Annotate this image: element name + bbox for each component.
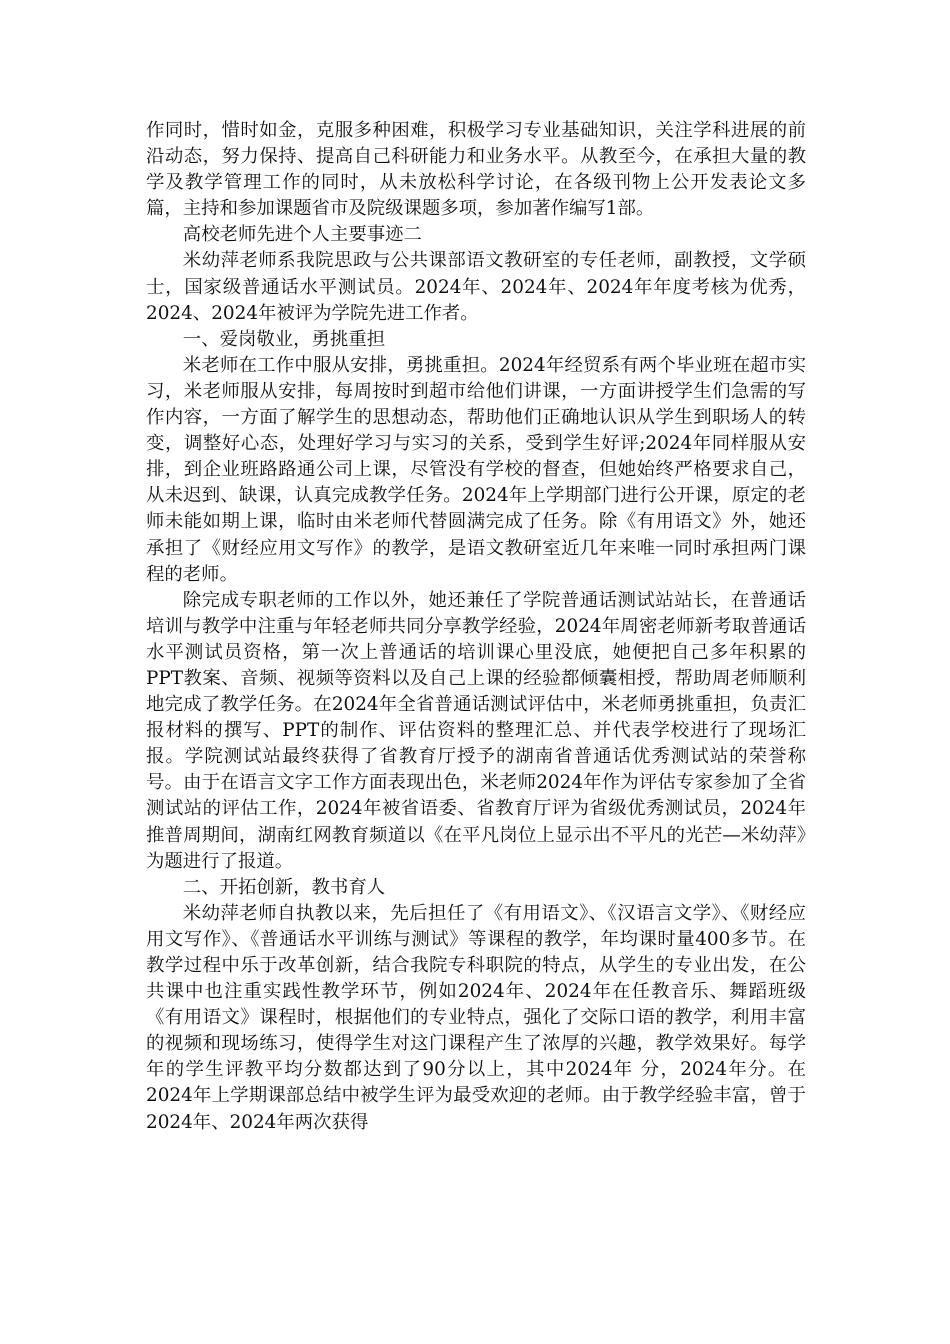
- paragraph-1: 作同时，惜时如金，克服多种困难，积极学习专业基础知识，关注学科进展的前沿动态，努力保持、提高自己科研能力和业务水平。从教至今，在承担大量的教学及教学管理工作的同时，从未放松科学讨论，在各级刊物上公开发表论文多篇，主持和参加课题省市及院级课题多项，参加著作编写1部。: [146, 120, 806, 220]
- section-heading-deeds-two: 高校老师先进个人主要事迹二: [182, 224, 422, 246]
- paragraph-intro: 米幼萍老师系我院思政与公共课部语文教研室的专任老师，副教授，文学硕士，国家级普通话水平测试员。2024年、2024年、2024年年度考核为优秀，2024、2024年被评为学院先进工作者。: [146, 250, 806, 324]
- section-heading-dedication: 一、爱岗敬业，勇挑重担: [182, 328, 386, 350]
- document-page: [146, 118, 806, 1136]
- paragraph-test-station: 除完成专职老师的工作以外，她还兼任了学院普通话测试站站长，在普通话培训与教学中注重与年轻老师共同分享教学经验，2024年周密老师新考取普通话水平测试员资格，第一次上普通话的培训课心里没底，她便把自己多年积累的PPT教案、音频、视频等资料以及自己上课的经验都倾囊相授，帮助周老师顺利地完成了教学任务。在2024年全省普通话测试评估中，米老师勇挑重担，负责汇报材料的撰写、PPT的制作、评估资料的整理汇总、并代表学校进行了现场汇报。学院测试站最终获得了省教育厅授予的湖南省普通话优秀测试站的荣誉称号。由于在语言文字工作方面表现出色，米老师2024年作为评估专家参加了全省测试站的评估工作，2024年被省语委、省教育厅评为省级优秀测试员，2024年推普周期间，湖南红网教育频道以《在平凡岗位上显示出不平凡的光芒—米幼萍》为题进行了报道。: [146, 589, 806, 872]
- section-heading-innovation: 二、开拓创新，教书育人: [182, 876, 386, 898]
- paragraph-innovation: 米幼萍老师自执教以来，先后担任了《有用语文》、《汉语言文学》、《财经应用文写作》、《普通话水平训练与测试》等课程的教学，年均课时量400多节。在教学过程中乐于改革创新，结合我院专科职院的特点，从学生的专业出发，在公共课中也注重实践性教学环节，例如2024年、2024年在任教音乐、舞蹈班级《有用语文》课程时，根据他们的专业特点，强化了交际口语的教学，利用丰富的视频和现场练习，使得学生对这门课程产生了浓厚的兴趣，教学效果好。每学年的学生评教平均分数都达到了90分以上，其中2024年 分，2024年分。在2024年上学期课部总结中被学生评为最受欢迎的老师。由于教学经验丰富，曾于2024年、2024年两次获得: [146, 902, 806, 1133]
- paragraph-dedication: 米老师在工作中服从安排，勇挑重担。2024年经贸系有两个毕业班在超市实习，米老师服从安排，每周按时到超市给他们讲课，一方面讲授学生们急需的写作内容，一方面了解学生的思想动态，帮助他们正确地认识从学生到职场人的转变，调整好心态，处理好学习与实习的关系，受到学生好评;2024年同样服从安排，到企业班路路通公司上课，尽管没有学校的督查，但她始终严格要求自己，从未迟到、缺课，认真完成教学任务。2024年上学期部门进行公开课，原定的老师未能如期上课，临时由米老师代替圆满完成了任务。除《有用语文》外，她还承担了《财经应用文写作》的教学，是语文教研室近几年来唯一同时承担两门课程的老师。: [146, 354, 806, 585]
